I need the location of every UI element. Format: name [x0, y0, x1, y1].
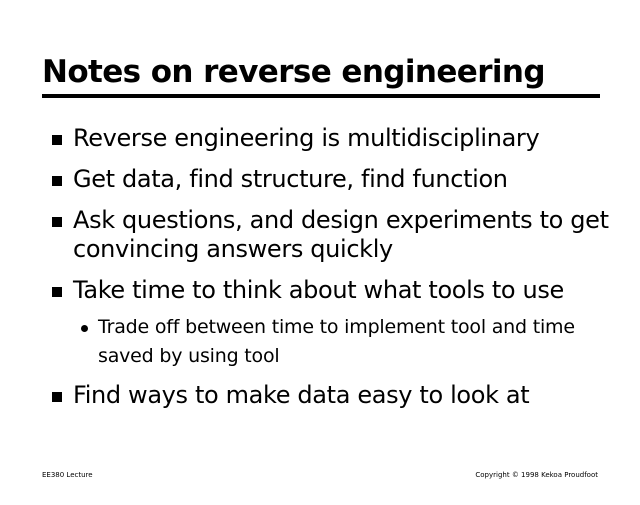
square-bullet-icon	[52, 392, 62, 402]
bullet-text: Reverse engineering is multidisciplinary	[73, 124, 540, 152]
bullet-text: Ask questions, and design experiments to get convincing answers quickly	[73, 206, 609, 263]
square-bullet-icon	[52, 135, 62, 145]
bullet-text: Take time to think about what tools to use	[73, 276, 564, 304]
bullet-item	[52, 276, 612, 305]
bullet-item	[52, 165, 612, 194]
square-bullet-icon	[52, 176, 62, 186]
bullet-item	[52, 206, 612, 264]
bullet-text: Get data, find structure, find function	[73, 165, 508, 193]
sub-bullet-text: Trade off between time to implement tool and time saved by using tool	[98, 316, 575, 367]
bullet-item	[52, 381, 612, 410]
bullet-item	[52, 124, 612, 153]
square-bullet-icon	[52, 287, 62, 297]
footer-lecture-label: EE380 Lecture	[42, 471, 93, 479]
bullet-text: Find ways to make data easy to look at	[73, 381, 530, 409]
square-bullet-icon	[52, 217, 62, 227]
slide-title: Notes on reverse engineering	[42, 54, 545, 90]
footer-copyright: Copyright © 1998 Kekoa Proudfoot	[475, 471, 598, 479]
title-underline	[42, 94, 600, 98]
sub-bullet-list	[52, 313, 612, 371]
sub-bullet-item	[81, 313, 612, 371]
bullet-list	[52, 124, 612, 422]
round-bullet-icon	[81, 325, 88, 332]
